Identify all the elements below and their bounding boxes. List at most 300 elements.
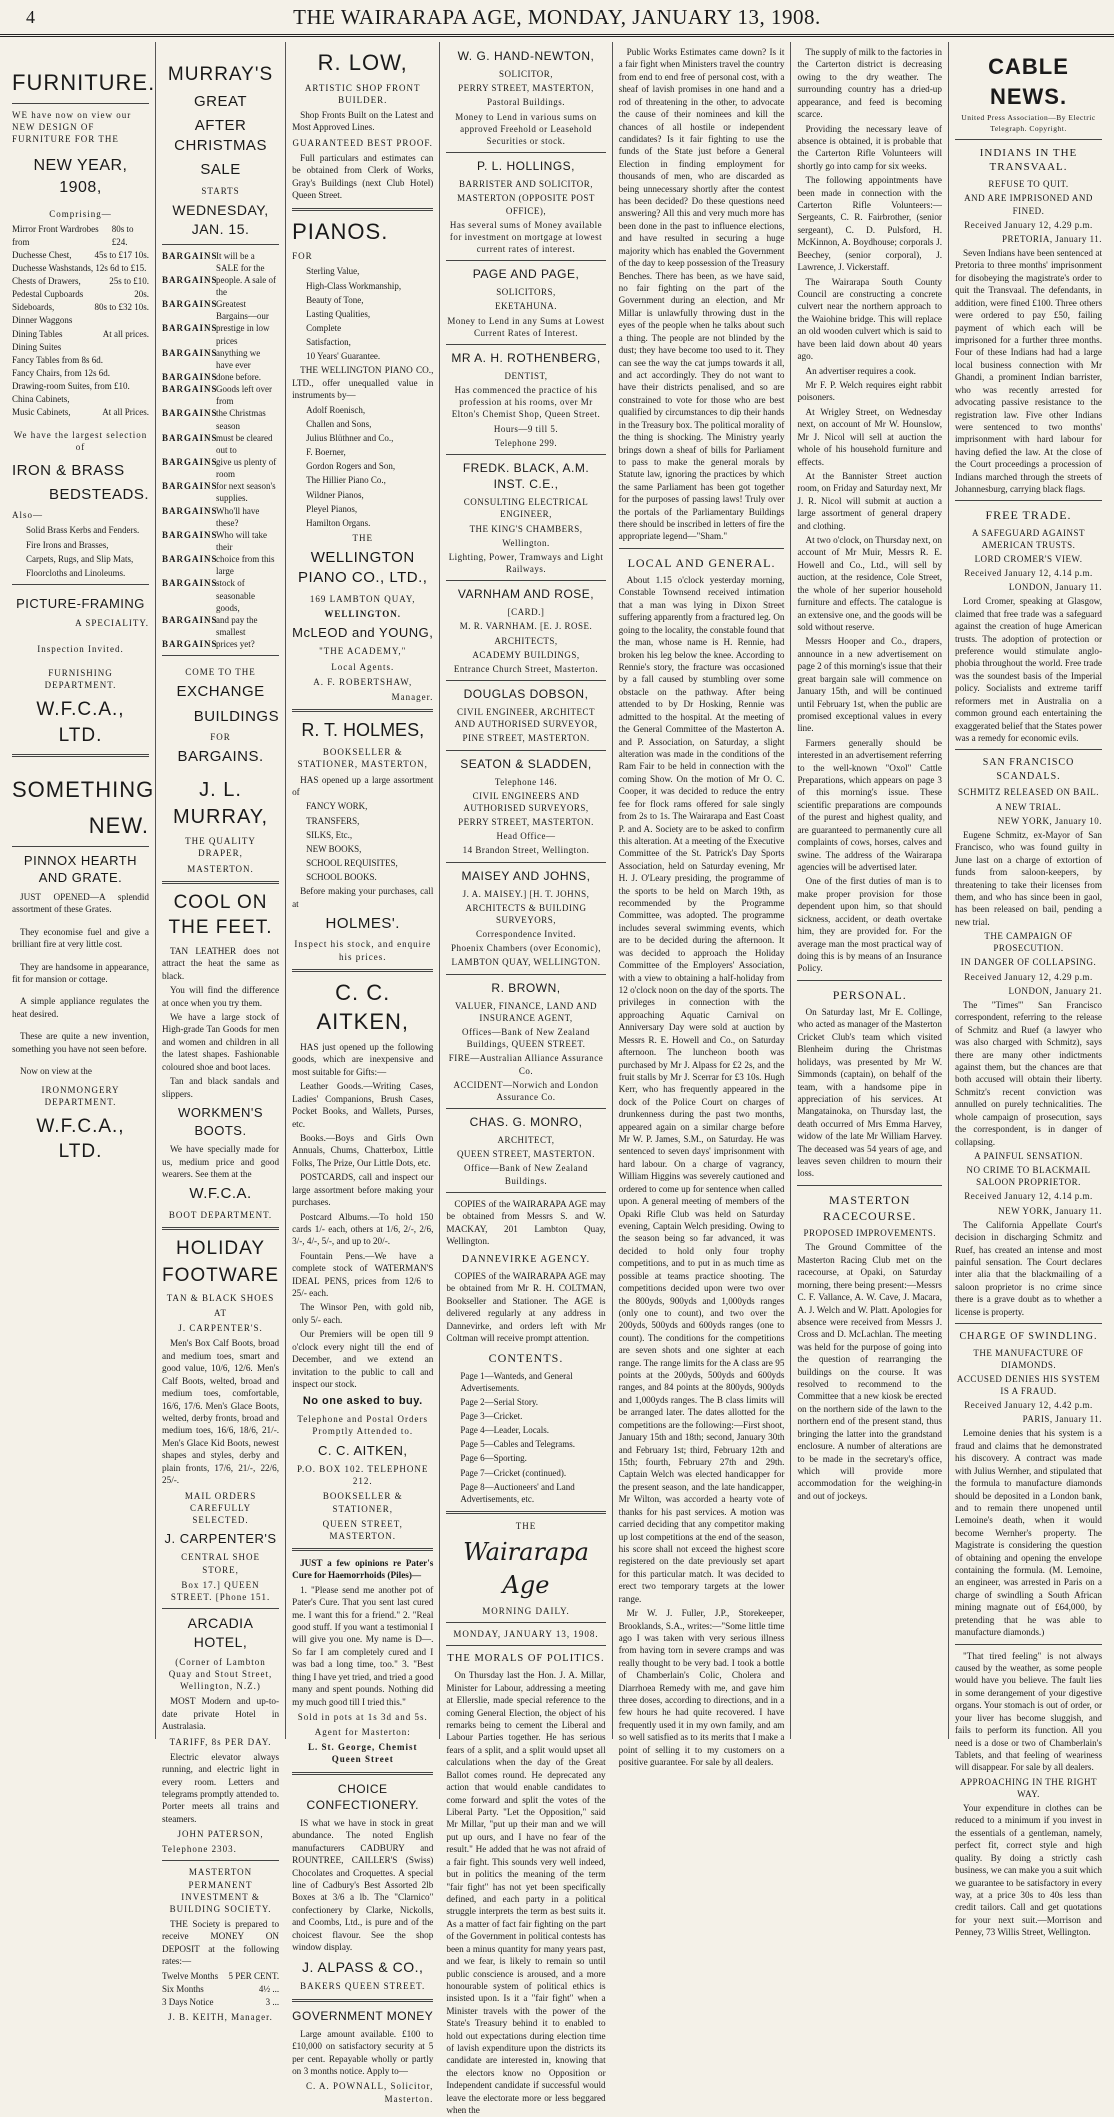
masthead	[0, 0, 1114, 37]
cable-sub: United Press Association—By Electric Telegraph. Copyright.	[961, 113, 1096, 133]
furniture-item	[12, 341, 149, 353]
high-grade-stock: We have a large stock of High-grade Tan Goods for men and women and children in all the latest shapes. Fashionable coloured shoe and boot laces.	[162, 1012, 280, 1072]
pianos-list	[292, 265, 433, 362]
bargain-row	[162, 638, 279, 650]
london: LONDON, January 11.	[1008, 582, 1103, 593]
card-line: QUEEN STREET, MASTERTON.	[456, 1149, 596, 1160]
ny-text: Eugene Schmitz, ex-Mayor of San Francisco, who was found guilty in June last on a charge of extortion of funds from saloon-keepers, by threatening to take their licenses from them, and who has since been in gaol, has been released on bail, pending a new trial.	[955, 829, 1103, 927]
bargain-label: BARGAINS	[162, 250, 218, 261]
card-line: Offices—Bank of New Zealand Buildings, QUEEN STREET.	[461, 1027, 591, 1050]
column-editorial	[613, 42, 792, 1768]
furniture-item	[12, 406, 149, 418]
racecourse-heading: MASTERTON RACECOURSE.	[823, 1192, 917, 1224]
card-line: Entrance Church Street, Masterton.	[453, 663, 599, 674]
keith: J. B. KEITH, Manager.	[168, 2012, 273, 2023]
new-trial: A NEW TRIAL.	[995, 801, 1062, 812]
card-line: Hours—9 till 5.	[493, 423, 559, 434]
wrigley: At Wrigley Street, on Wednesday next, on account of Mr W. Hounslow, Mr J. Nicol will sell at auction the whole of his household furniture and effects.	[797, 406, 942, 467]
divider	[446, 1108, 605, 1109]
quality-draper: THE QUALITY DRAPER,	[185, 836, 256, 859]
iron-brass: IRON & BRASS	[12, 461, 125, 479]
holmes-sub: BOOKSELLER & STATIONER, MASTERTON,	[297, 747, 428, 770]
bargain-label: BARGAINS	[162, 384, 218, 395]
bargain-text: and pay the smallest	[216, 614, 258, 637]
postcard-albums: Postcard Albums.—To hold 150 cards 1/- each, others at 1/6, 2/-, 2/6, 3/-, 4/-, 5/-, and up to 20/-.	[292, 1211, 434, 1247]
divider	[446, 750, 605, 751]
column-ads-2	[286, 42, 440, 2104]
professional-card	[446, 586, 605, 675]
cable-news-heading: CABLE NEWS.	[988, 54, 1069, 109]
two-oclock: At two o'clock, on Thursday next, on account of Mr Muir, Messrs R. E. Howell and Co., Ltd., will sell by auction, at the residence, Cole Street, the whole of her superior household furniture and effects. The catalogue is an extensive one, and the goods will be sold without reserve.	[797, 535, 942, 632]
after-christmas: AFTER CHRISTMAS	[174, 116, 267, 155]
personal-heading: PERSONAL.	[832, 987, 907, 1002]
card-line: Head Office—	[496, 831, 556, 842]
divider	[446, 862, 605, 863]
bargain-text: for next season's supplies.	[216, 481, 276, 504]
bargain-label: BARGAINS	[162, 578, 218, 589]
appointments: The following appointments have been made in connection with the Carterton Rifle Volunteers:—Sergeants, C. R. Fairbrother, (senior sergeant), C. D. Pulsford, H. McKinnon, A. Boydhouse; corporals J. Beechey, (senior corporal), J. Lawrence, J. Vickerstaff.	[797, 175, 942, 273]
sale: SALE	[200, 161, 241, 179]
the: THE	[352, 532, 373, 543]
holmes-item: SCHOOL REQUISITES,	[306, 858, 398, 868]
bargain-text: the Christmas season	[216, 408, 266, 431]
sold-pots: Sold in pots at 1s 3d and 5s.	[297, 1712, 428, 1722]
furniture-item-name: Pedestal Cupboards	[12, 289, 84, 300]
contents-item: Page 4—Leader, Locals.	[460, 1425, 549, 1436]
holmes-item: FANCY WORK,	[306, 801, 368, 812]
rate-value: 4½ ...	[258, 1983, 280, 1994]
invention: These are quite a new invention, something you have not seen before.	[12, 1031, 149, 1054]
something-heading: SOMETHING	[12, 777, 155, 803]
professional-card	[446, 1114, 605, 1187]
academy: "THE ACADEMY,"	[319, 646, 407, 657]
swindling: CHARGE OF SWINDLING.	[959, 1331, 1098, 1343]
agent-for: Agent for Masterton:	[314, 1727, 411, 1738]
new-york-2: NEW YORK, January 11.	[998, 1205, 1103, 1216]
handsome: They are handsome in appearance, fit for mansion or cottage.	[12, 961, 149, 984]
bargain-row	[162, 298, 279, 322]
bargain-row	[162, 322, 279, 346]
refuse-quit: REFUSE TO QUIT.	[988, 179, 1069, 190]
welch: Mr F. P. Welch requires eight rabbit poisoners.	[797, 379, 942, 403]
furniture-item-name: Fancy Chairs, from 12s 6d.	[12, 367, 110, 378]
card-line: [CARD.]	[507, 607, 545, 618]
professional-card	[446, 686, 605, 745]
guaranteed: GUARANTEED BEST PROOF.	[292, 137, 433, 148]
furniture-item	[12, 249, 149, 261]
card-line: ARCHITECT,	[497, 1135, 555, 1146]
imprisoned: AND ARE IMPRISONED AND FINED.	[964, 193, 1093, 216]
lambton: 169 LAMBTON QUAY,	[309, 593, 416, 604]
bargain-row	[162, 371, 279, 383]
furniture-item-name: Drawing-room Suites, from £10.	[12, 381, 130, 392]
card-name: P. L. HOLLINGS,	[477, 159, 575, 174]
furniture-item-name: Chests of Drawers,	[12, 276, 81, 286]
bargain-text: people. A sale of the	[216, 274, 276, 297]
divider	[446, 580, 605, 581]
r-low-sub: ARTISTIC SHOP FRONT BUILDER.	[304, 82, 421, 105]
holmes-text: HAS opened up a large assortment of	[292, 774, 434, 798]
card-line: VALUER, FINANCE, LAND AND INSURANCE AGENT,	[454, 1000, 598, 1023]
rate-row	[162, 1983, 279, 1995]
bargain-label: BARGAINS	[162, 614, 218, 625]
piano-maker: Gordon Rogers and Son,	[306, 461, 396, 472]
painful: A PAINFUL SENSATION.	[974, 1150, 1083, 1161]
rate-term: 3 Days Notice	[162, 1997, 214, 2007]
piano-maker: Wildner Pianos,	[306, 489, 364, 500]
piano-feature: Sterling Value,	[306, 266, 360, 277]
telephone-orders: Telephone and Postal Orders Promptly Attended to.	[297, 1414, 429, 1437]
piano-feature: Complete	[306, 323, 342, 334]
contents-item: Page 2—Serial Story.	[460, 1396, 539, 1407]
rate-value: 5 PER CENT.	[228, 1970, 280, 1981]
wellington: WELLINGTON.	[324, 608, 402, 619]
london-2: LONDON, January 21.	[1008, 985, 1103, 996]
choice-confectionery: CHOICE CONFECTIONERY.	[306, 1781, 420, 1812]
card-line: CIVIL ENGINEER, ARCHITECT AND AUTHORISED SURVEYOR,	[454, 707, 598, 730]
ny2-text: The California Appellate Court's decision in discharging Schmitz and Ruef, has created an intense and most painful sensation. The Court declares inter alia that the blackmailing of a saloon proprietor is no crime since there is a grave doubt as to whether a license is property.	[955, 1219, 1103, 1317]
paterson: JOHN PATERSON,	[177, 1829, 264, 1840]
furniture-item-name: Fancy Tables from 8s 6d.	[12, 354, 103, 365]
bargain-text: choice from this large	[216, 554, 275, 577]
cook: An advertiser requires a cook.	[805, 365, 916, 376]
rate-row	[162, 1970, 279, 1982]
bargain-label: BARGAINS	[162, 347, 218, 358]
card-name: PAGE AND PAGE,	[472, 267, 580, 282]
wfca-ltd-2: W.F.C.A., LTD.	[36, 1115, 125, 1163]
professional-card	[446, 868, 605, 969]
received-1: Received January 12, 4.29 p.m.	[964, 219, 1093, 230]
furniture-item-price: 25s to £10.	[109, 276, 149, 286]
card-line: Has commenced the practice of his profession at his rooms, over Mr Elton's Chemist Shop, Queen Street.	[451, 385, 601, 420]
holmes-item: TRANSFERS,	[306, 815, 360, 826]
piano-feature: Satisfaction,	[306, 337, 351, 348]
difference: You will find the difference at once when you try them.	[162, 985, 280, 1008]
page-number: 4	[26, 7, 36, 27]
holmes-item: NEW BOOKS,	[306, 843, 362, 854]
also-item: Carpets, Rugs, and Slip Mats,	[26, 553, 134, 564]
issue-date: MONDAY, JANUARY 13, 1908.	[453, 1629, 599, 1640]
bargain-text: Who will take their	[216, 529, 267, 552]
received-3: Received January 12, 4.29 p.m.	[964, 971, 1093, 982]
wfca-ltd: W.F.C.A., LTD.	[36, 699, 125, 746]
central-shoe: CENTRAL SHOE STORE,	[181, 1552, 260, 1575]
bargain-row	[162, 529, 279, 553]
st-george: L. St. George, Chemist Queen Street	[307, 1742, 418, 1765]
pinnox-heading: PINNOX HEARTH AND GRATE.	[23, 852, 138, 886]
morals-text: On Thursday last the Hon. J. A. Millar, Minister for Labour, addressing a meeting at Ellerslie, made special reference to the coming General Election, the object of his remarks being to cement the Liberal and Labour Parties together. He has serious fears of a split, and a split would upset all calculations when the day of the Great Ballot comes round. He deprecated any action that would enable candidates to come forward and split the votes of the Liberal Party. "Let the Opposition," said Mr Millar, "put up their man and we will put up ours, and I have no fear of the result." He added that he was not afraid of a fair fight. This sounds very well indeed, but in politics the meaning of the term "fair fight" has not yet been specifically defined, and each party in a political struggle interprets the term as best suits it. As a matter of fact fair fighting on the part of the Government in political contests has been a minus quantity for many years past, and we fear, is likely to remain so until public conscience is aroused, and a more honourable system of political ethics is insisted upon. Is it a "fair fight" when a Minister travels with the power of the State's Treasury behind it to enabled to hold out expectations during election time of lavish expenditure upon the districts its candidate are interested in, knowing that the electors know no Opposition or Independent candidate if successful would leave the electorate more or less beggared when the	[446, 1670, 606, 2116]
murrays: MURRAY'S	[167, 64, 274, 85]
furniture-item	[12, 262, 149, 274]
cromer: LORD CROMER'S VIEW.	[974, 553, 1083, 564]
premiers: Our Premiers will be open till 9 o'clock every night till the end of December, and we extend an invitation to the public to call and inspect our stock.	[292, 1329, 434, 1389]
card-line: Office—Bank of New Zealand Buildings.	[463, 1163, 589, 1186]
furniture-item	[12, 393, 149, 405]
morals-heading: THE MORALS OF POLITICS.	[447, 1653, 605, 1665]
card-name: MR A. H. ROTHENBERG,	[451, 350, 601, 365]
agents: Local Agents.	[331, 661, 395, 672]
for: FOR	[210, 731, 231, 742]
copies-wellington: COPIES of the WAIRARAPA AGE may be obtained from Messrs S. and W. MACKAY, 201 Lambton Quay, Wellington.	[446, 1198, 606, 1246]
card-line: Phoenix Chambers (over Economic),	[451, 943, 601, 954]
card-line: Wellington.	[502, 537, 550, 548]
cc-aitken-2: C. C. AITKEN,	[317, 1442, 408, 1458]
opinions: 1. "Please send me another pot of Pater's Cure. That you sent last cured me. I want this for a friend." 2. "Real good stuff. If you want a testimonial I will give you one. My name is D—. So far I am completely cured and I was bad a long time, too." 3. "Best thing I have yet tried, and tried a good many and spent pounds. Nothing did my much good till I tried this."	[292, 1584, 434, 1707]
card-line: M. R. VARNHAM. [E. J. ROSE.	[459, 621, 593, 632]
bakers: BAKERS QUEEN STREET.	[300, 1981, 426, 1992]
appliance: A simple appliance regulates the heat desired.	[12, 996, 149, 1019]
r-low-text2: Full particulars and estimates can be obtained from Clerk of Works, Gray's Buildings (next Club Hotel) Queen Street.	[292, 152, 434, 201]
books: Books.—Boys and Girls Own Annuals, Chums, Chatterbox, Little Folks, The Prize, Our Little Dots, etc.	[292, 1132, 434, 1168]
footware: FOOTWARE	[162, 1265, 280, 1287]
column-professional-cards	[440, 42, 612, 2116]
right-way-text: Your expenditure in clothes can be reduced to a minimum if you invest in the essentials of a gentleman, namely, perfect fit, correct style and high quality. By doing a strictly cash business, we can make you a suit which we guarantee to be satisfactory in every way, at a price 30s to 40s less than credit tailors. Call and get quotations for your next suit.—Morrison and Penney, 73 Willis Street, Wellington.	[955, 1803, 1103, 1938]
card-line: ACCIDENT—Norwich and London Assurance Co.	[453, 1079, 599, 1102]
farmers: Farmers generally should be interested in an advertisement referring to the well-known "Oxol" Cattle Preparations, which appears on page 3 of this morning's issue. These scientific preparations are compounds of the purest and highest quality, and are guaranteed to permanently cure all complaints of cows, horses, calves and swine. The address of the Wairarapa agencies will be advertised later.	[797, 737, 942, 872]
contents-item: Page 5—Cables and Telegrams.	[460, 1439, 576, 1450]
professional-card	[446, 460, 605, 575]
personal-text: On Saturday last, Mr E. Collinge, who acted as manager of the Masterton Cricket Club's team which visited Blenheim during the Christmas holidays, was presented by Mr W. Simmonds (captain), on behalf of the team, with a handsome pipe in appreciation of his services. At Mangatainoka, on Thursday last, the death occurred of Mrs Emma Harvey, widow of the late Mr William Harvey. The deceased was 54 years of age, and leaves seven children to mourn their loss.	[797, 1006, 942, 1179]
furniture-item-name: Dining Tables	[12, 328, 63, 339]
rate-term: Six Months	[162, 1983, 204, 1994]
rate-term: Twelve Months	[162, 1970, 219, 1981]
card-line: PERRY STREET, MASTERTON.	[458, 817, 594, 828]
bargain-text: must be cleared out to	[216, 432, 273, 455]
piano-maker: Pleyel Pianos,	[306, 503, 358, 514]
bargain-label: BARGAINS	[162, 505, 218, 516]
also-item: Floorcloths and Linoleums.	[26, 567, 126, 578]
r-low-text: Shop Fronts Built on the Latest and Most Approved Lines.	[292, 109, 434, 133]
contents-heading: CONTENTS.	[488, 1351, 564, 1366]
furniture-item-name: Dining Suites	[12, 341, 62, 352]
professional-card	[446, 980, 605, 1103]
leather-goods: Leather Goods.—Writing Cases, Ladies' Companions, Brush Cases, Pocket Books, and Wallets, Purses, etc.	[292, 1081, 434, 1129]
campaign: THE CAMPAIGN OF PROSECUTION.	[984, 931, 1073, 954]
divider	[446, 974, 605, 975]
times-text: The "Times'" San Francisco correspondent, referring to the release of Schmitz and Ruef (a lawyer who was also charged with Schmitz), says there are many other indictments against them, but the chances are that both accused will obtain their liberty. Schmitz's recent conviction was annulled on purely technicalities. The whole campaign of prosecution, says the correspondent, is in danger of collapsing.	[955, 999, 1103, 1147]
sandals: Tan and black sandals and slippers.	[162, 1076, 280, 1099]
professional-cards	[446, 48, 605, 1187]
furniture-items-list	[12, 223, 149, 418]
sale-date: WEDNESDAY, JAN. 15.	[172, 201, 269, 237]
holmes-2: HOLMES'.	[325, 915, 400, 933]
right-way: APPROACHING IN THE RIGHT WAY.	[959, 1776, 1098, 1799]
furniture-item-name: Sideboards,	[12, 302, 55, 313]
ironmongery-dept: IRONMONGERY DEPARTMENT.	[41, 1084, 120, 1107]
wpc-name: WELLINGTON PIANO CO., LTD.,	[298, 549, 428, 587]
choice-text: IS what we have in stock in great abundance. The noted English manufacturers CADBURY and ROUNTREE, CAILLER'S (Swiss) Chocolates and Croquettes. A special line of Cadbury's Best Assorted 2lb Boxes at 3/6 a lb. The "Clarnico" confectionery by Clarke, Nickolls, and Coombs, Ltd., is pure and of the choicest flavour. See the shop window display.	[292, 1817, 434, 1953]
divider	[446, 260, 605, 261]
danger: IN DANGER OF COLLAPSING.	[960, 957, 1097, 968]
also-item: Solid Brass Kerbs and Fenders.	[26, 525, 140, 536]
diamonds: THE MANUFACTURE OF DIAMONDS.	[973, 1347, 1084, 1370]
mcleod: McLEOD and YOUNG,	[292, 624, 434, 640]
contents-item: Page 3—Cricket.	[460, 1411, 523, 1422]
jl-murray: J. L. MURRAY,	[172, 779, 269, 829]
winsor-pen: The Winsor Pen, with gold nib, only 5/- each.	[292, 1302, 434, 1325]
cromer-text: Lord Cromer, speaking at Glasgow, claimed that free trade was a safeguard against the creation of huge American trusts. The adoption of protection or preference would stimulate anglo-phobia throughout the world. Free trade was the soundest basis of the Imperial policy. Socialists and extreme tariff reformers met in Australia on a common ground each entertaining the exaggerated belief that the States power was a remedy for economic evils.	[955, 596, 1103, 743]
furniture-intro: WE have now on view our NEW DESIGN OF FURNITURE FOR THE	[12, 109, 132, 144]
now-on-view: Now on view at the	[20, 1066, 92, 1077]
county-council: The Wairarapa South County Council are constructing a concrete culvert near the northern approach to the Waiohine bridge. This will replace an old wooden culvert which is said to have been laid down about 40 years ago.	[797, 276, 942, 362]
bargain-text: give us plenty of room	[216, 456, 277, 480]
robertshaw: A. F. ROBERTSHAW,	[313, 676, 413, 687]
bargain-row	[162, 383, 279, 407]
furniture-item-name: Mirror Front Wardrobes from	[12, 224, 99, 247]
holiday: HOLIDAY	[176, 1237, 266, 1259]
govt-text: Large amount available. £100 to £10,000 on satisfactory security at 5 per cent. Repayable wholly or partly on 3 months notice. Apply to—	[292, 2028, 434, 2077]
furniture-item	[12, 275, 149, 287]
furniture-item-name: Dinner Waggons	[12, 315, 73, 326]
paris-text: Lemoine denies that his system is a fraud and claims that he demonstrated his discovery. A contract was made with Julius Wernher, and stipulated that the formula to manufacture diamonds should be deposited in a London bank, and to remain there unopened until Lemoine's death, when it would become Wernher's property. The Magistrate is considering the question of obtaining and opening the envelope containing the formula. (M. Lemoine, an engineer, was arrested in Paris on a charge of swindling a South African mining magnate out of £64,000, by pretending that he was able to manufacture diamonds.)	[955, 1428, 1103, 1638]
arcadia-tel: Telephone 2303.	[162, 1844, 237, 1855]
mail-orders: MAIL ORDERS CAREFULLY SELECTED.	[184, 1490, 257, 1525]
speciality: A SPECIALITY.	[75, 617, 149, 628]
paper-title: Wairarapa Age	[463, 1538, 589, 1599]
furniture-item-price: 45s to £17 10s.	[94, 249, 149, 260]
workmens-text: We have specially made for us, medium price and good wearers. See them at the	[162, 1144, 280, 1179]
furniture-item-price: At all Prices.	[102, 407, 149, 418]
card-line: Money to Lend in various sums on approved Freehold or Leasehold Securities or stock.	[455, 111, 597, 146]
card-line: PERRY STREET, MASTERTON,	[458, 83, 594, 94]
card-name: VARNHAM AND ROSE,	[457, 587, 595, 602]
card-line: LAMBTON QUAY, WELLINGTON.	[451, 957, 601, 968]
furniture-item-name: China Cabinets,	[12, 394, 70, 405]
bargain-text: prices yet?	[216, 639, 255, 650]
holmes-item: SILKS, Etc.,	[306, 829, 353, 840]
chamberlain-ad: Mr W. J. Fuller, J.P., Storekeeper, Brooklands, S.A., writes:—"Some little time ago I was taken with very serious illness from having torn in severe cramps and was really thought to be very bad. I took a bottle of Chamberlain's Colic, Cholera and Diarrhoea Remedy with me, and gave him three doses, according to directions, and in a few hours he had quite recovered. I have frequently used it in my own family, and am so well satisfied as to its merits that I make a point of selling it to my customers on a positive guarantee. For sale by all dealers.	[618, 1608, 785, 1768]
no-one-asked: No one asked to buy.	[302, 1395, 423, 1408]
bargain-row	[162, 407, 279, 431]
boot-dept: BOOT DEPARTMENT.	[168, 1209, 273, 1220]
professional-card	[446, 48, 605, 147]
just-opened: JUST OPENED—A splendid assortment of these Grates.	[12, 891, 149, 915]
paters-cure: JUST a few opinions re Pater's Cure for Haemorrhoids (Piles)—	[292, 1557, 434, 1581]
bargain-text: Greatest Bargains—our	[216, 299, 269, 322]
local-text: About 1.15 o'clock yesterday morning, Constable Townsend received intimation that a man was lying in Dixon Street suffering apparently from a fractured leg. On going to the locality, the constable found that the man, whose name is H. Rennie, had broken his leg below the knee. According to Rennie's story, the fracture was occasioned by a fall caused by stumbling over some obstacle on the pathway. After being attended to by Dr Hosking, Rennie was admitted to the hospital. At the meeting of the General Committee of the Masterton A. and P. Association, on Saturday, a slight alteration was made in the conditions of the Ram Fair to be held in connection with the coming Show. On the motion of Mr O. C. Cooper, it was decided to reduce the entry fee for flock rams offered for sale singly from 2s to 1s. The Wairarapa and East Coast P. and A. Society are to be asked to confirm this alteration. At a meeting of the Executive Committee of the St. Patrick's Day Sports Association, held on Saturday evening, Mr H. J. O'Leary presiding, the programme of the sports to be held on March 19th, as recommended by the Programme Committee, was adopted. The programme includes several swimming events, which are to be decided during the afternoon. It was decided to approach the Holiday Committee of the Employers' Association, with a view to obtaining a half-holiday from 12 o'clock noon on the day of the sports. The privileges in connection with the approaching Aquatic Carnival on Anniversary Day were sold at auction by Messrs R. E. Howell and Co., on Saturday afternoon. The luncheon booth was purchased by Mr J. Alpass for £2 2s, and the fruit stalls by Mr J. Scerrar for £3 10s. Hugh Kerr, who has frequently appeared in the dock of the Police Court on charges of drunkenness during the past two months, appeared again on a similar charge before Mr W. P. James, S.M., on Saturday. He was sentenced to seven days' imprisonment with hard labour. On a charge of vagrancy, William Higgins was severely cautioned and ordered to come up for sentence when called upon. A general meeting of members of the Opaki Rifle Club was held on Saturday evening, Captain Welch presiding. Owing to the season being so far advanced, it was decided to hold only four trophy competitions, and to put in as much time as possible at teams practice shooting. The competitions decided upon were two over the 800yds, 900yds and 1,000yds ranges (only one to count), and two over the 200yds, 500yds and 600yds ranges (one to count). The conditions for the competitions are seven shots and one sighter at each range. The range limits for the A class are 95 points at the 200yds, 500yds and 600yds ranges, and 84 points at the 800yds, 900yds and 1,000yds ranges. The B class limits will be arranged later. The dates allotted for the competitions are the following:—First shoot, January 15th and 18th; second, January 30th and February 1st; third, February 12th and 15th; fourth, February 27th and 29th. Captain Welch was elected handicapper for the present season, and the late handicapper, Mr Wilton, was accorded a hearty vote of thanks for his past services. A motion was carried deciding that any competitor making up lost competitions at the end of the season, his score shall not exceed the highest score registered on the date previously set apart for this particular match. It was decided to erect two temporary targets at the lower range.	[618, 575, 785, 1604]
card-line: ACADEMY BUILDINGS,	[472, 649, 580, 660]
makers-list	[292, 404, 433, 529]
exchange: EXCHANGE	[176, 683, 265, 701]
bargain-row	[162, 553, 279, 577]
before-purchases: Before making your purchases, call at	[292, 886, 434, 909]
contents-item: Page 6—Sporting.	[460, 1453, 527, 1464]
column-furniture-ad	[6, 42, 156, 1739]
at: AT	[214, 1308, 228, 1319]
furniture-item-name: Music Cabinets,	[12, 407, 71, 418]
aitken-text: HAS just opened up the following goods, which are inexpensive and most suitable for Gifts:—	[292, 1042, 434, 1077]
also-item: Fire Irons and Brasses,	[26, 539, 109, 550]
bargain-label: BARGAINS	[162, 554, 218, 565]
furniture-item-price: At all prices.	[102, 328, 149, 339]
starts: STARTS	[201, 185, 240, 196]
bargain-row	[162, 614, 279, 638]
rt-holmes: R. T. HOLMES,	[301, 720, 425, 741]
piano-maker: The Hillier Piano Co.,	[306, 475, 386, 486]
morning-daily: MORNING DAILY.	[482, 1605, 570, 1616]
card-name: CHAS. G. MONRO,	[469, 1114, 583, 1129]
bookseller: BOOKSELLER & STATIONER,	[322, 1491, 403, 1514]
card-line: Lighting, Power, Tramways and Light Railways.	[448, 551, 604, 574]
card-line: THE KING'S CHAMBERS,	[469, 523, 583, 534]
workmens-boots: WORKMEN'S BOOTS.	[178, 1105, 264, 1138]
bargain-text: Who'll have these?	[216, 505, 260, 528]
also-items-list	[12, 524, 149, 579]
piano-feature: High-Class Workmanship,	[306, 280, 402, 291]
card-name: MAISEY AND JOHNS,	[461, 868, 591, 883]
card-name: SEATON & SLADDEN,	[460, 756, 592, 771]
card-line: BARRISTER AND SOLICITOR,	[458, 179, 594, 190]
furniture-item-price: 80s to £24.	[111, 224, 134, 247]
sanfran: SAN FRANCISCO SCANDALS.	[982, 757, 1075, 782]
bargain-label: BARGAINS	[162, 299, 218, 310]
picture-framing: PICTURE-FRAMING	[16, 596, 145, 612]
society: THE Society is prepared to receive MONEY ON DEPOSIT at the following rates:—	[162, 1919, 280, 1967]
carpenter-text: Men's Box Calf Boots, broad and medium toes, smart and good value, 10/6, 12/6. Men's Calf Boots, welted, broad and medium toes, comfortable, 16/6, 17/6. Men's Glace Boots, welted, derby fronts, broad and medium toes, 16/6, 18/6, 21/-. Men's Glace Kid Boots, newest shapes and styles, derby and plain fronts, 17/6, 21/-, 22/6, 25/-.	[162, 1338, 280, 1486]
furniture-item	[12, 354, 149, 366]
paris: PARIS, January 11.	[1022, 1414, 1103, 1425]
professional-card	[446, 266, 605, 339]
cc-aitken: C. C. AITKEN,	[316, 979, 410, 1035]
card-line: Money to Lend in any Sums at Lowest Current Rates of Interest.	[447, 315, 605, 338]
card-line: CIVIL ENGINEERS AND AUTHORISED SURVEYORS,	[463, 790, 589, 814]
piano-maker: Adolf Roenisch,	[306, 404, 366, 415]
card-line: ARCHITECTS,	[494, 635, 558, 646]
furniture-item	[12, 380, 149, 392]
card-name: R. BROWN,	[491, 980, 561, 995]
column-cable-news	[949, 42, 1108, 1938]
bargain-row	[162, 274, 279, 298]
queen-street: QUEEN STREET, MASTERTON.	[322, 1518, 403, 1541]
card-line: Telephone 146.	[494, 776, 558, 787]
piano-maker: F. Boerner,	[306, 447, 346, 458]
manager: Manager.	[391, 691, 434, 702]
card-line: Correspondence Invited.	[476, 929, 576, 940]
bargain-label: BARGAINS	[162, 481, 218, 492]
card-name: FREDK. BLACK, A.M. INST. C.E.,	[462, 460, 590, 492]
rifle-camp: Providing the necessary leave of absence is obtained, it is probable that the Carterton Rifle Volunteers will shortly go into camp for six weeks.	[797, 123, 942, 171]
card-line: DENTIST,	[504, 371, 548, 381]
schmitz: SCHMITZ RELEASED ON BAIL.	[958, 787, 1099, 798]
bedsteads: BEDSTEADS.	[48, 486, 149, 504]
cool-on-the-feet: COOL ON THE FEET.	[168, 891, 273, 939]
professional-card	[446, 158, 605, 255]
bargains-list	[162, 250, 279, 651]
government-money: GOVERNMENT MONEY	[292, 2008, 434, 2023]
new-heading: NEW.	[88, 813, 149, 839]
new-year-heading: NEW YEAR, 1908,	[33, 157, 128, 196]
economise: They economise fuel and give a brilliant fire at very little cost.	[12, 926, 149, 950]
bargain-text: prestige in low prices	[216, 323, 270, 346]
morals-continued: Public Works Estimates came down? Is it a fair fight when Ministers travel the country from end to end free of personal cost, with a sheaf of lavish promises in one hand and a rod of threatening in the other, to advocate the cause of their nominees and kill the chances of all hostile or independent candidates? Is it fair fighting to use the funds of the State just before a General Election in finding employment for thousands of men, who are discarded as being unnecessary shortly after the contest has been decided? Do these questions need answering? All this and very much more has been done in the past to influence elections, and have resulted in securing a huge majority which has enabled the Government of the day to keep possession of the Treasury Benches. There has been, as we have said, no fair fighting on the part of the Government during an election, and Mr Millar is unlawfully throwing dust in the eyes of the people when he talks about such a thing. The people are not blinded by the dust; they have become too used to it. They can see the way the cat jumps towards it all, and act accordingly. They do not want to have their districts penalised, and so are constrained to vote for those who are best qualified by circumstances to dip their hands in the Treasury box. The political morality of the thing is shocking. The Ministry yearly brings down a sheaf of bills for Parliament to pass to make the general morals by Statute law, ignoring the practices by which the same Parliament has been got together for the purposes of passing laws! Truly over the portals of the Parliamentary Buildings there should be inscribed in letters of fire the appropriate legend—"Sham."	[618, 47, 785, 542]
professional-card	[446, 350, 605, 449]
bargain-row	[162, 577, 279, 613]
holmes-item: SCHOOL BOOKS.	[306, 872, 377, 883]
alpass: J. ALPASS & CO.,	[302, 1958, 424, 1975]
piano-maker: Julius Blüthner and Co.,	[306, 433, 394, 443]
furniture-heading: FURNITURE.	[12, 70, 156, 95]
tired-feeling: "That tired feeling" is not always caused by the weather, as some people would have you believe. The fault lies in some derangement of your digestive organs. Your stomach is out of order, or your liver has become sluggish, and fails to perform its function. All you need is a dose or two of Chamberlain's Tablets, and that feeling of weariness will disappear. For sale by all dealers.	[955, 1650, 1103, 1773]
bargain-label: BARGAINS	[162, 323, 218, 334]
bargain-text: It will be a SALE for the	[216, 250, 265, 273]
copies-dannevirke: COPIES of the WAIRARAPA AGE may be obtained from Mr R. H. COLTMAN, Bookseller and Stationer. The AGE is delivered regularly at any address in Dannevirke, and orders left with Mr Coltman will receive prompt attention.	[446, 1270, 606, 1343]
milk-supply: The supply of milk to the factories in the Carterton district is decreasing owing to the dry weather. The surrounding country has a dried-up appearance, and feed is becoming scarce.	[797, 47, 942, 120]
local-general-heading: LOCAL AND GENERAL.	[627, 555, 776, 570]
card-name: W. G. HAND-NEWTON,	[457, 49, 595, 63]
bargain-label: BARGAINS	[162, 432, 218, 443]
card-line: SOLICITORS,	[496, 287, 556, 298]
po-box: P.O. BOX 102. TELEPHONE 212.	[297, 1464, 429, 1487]
